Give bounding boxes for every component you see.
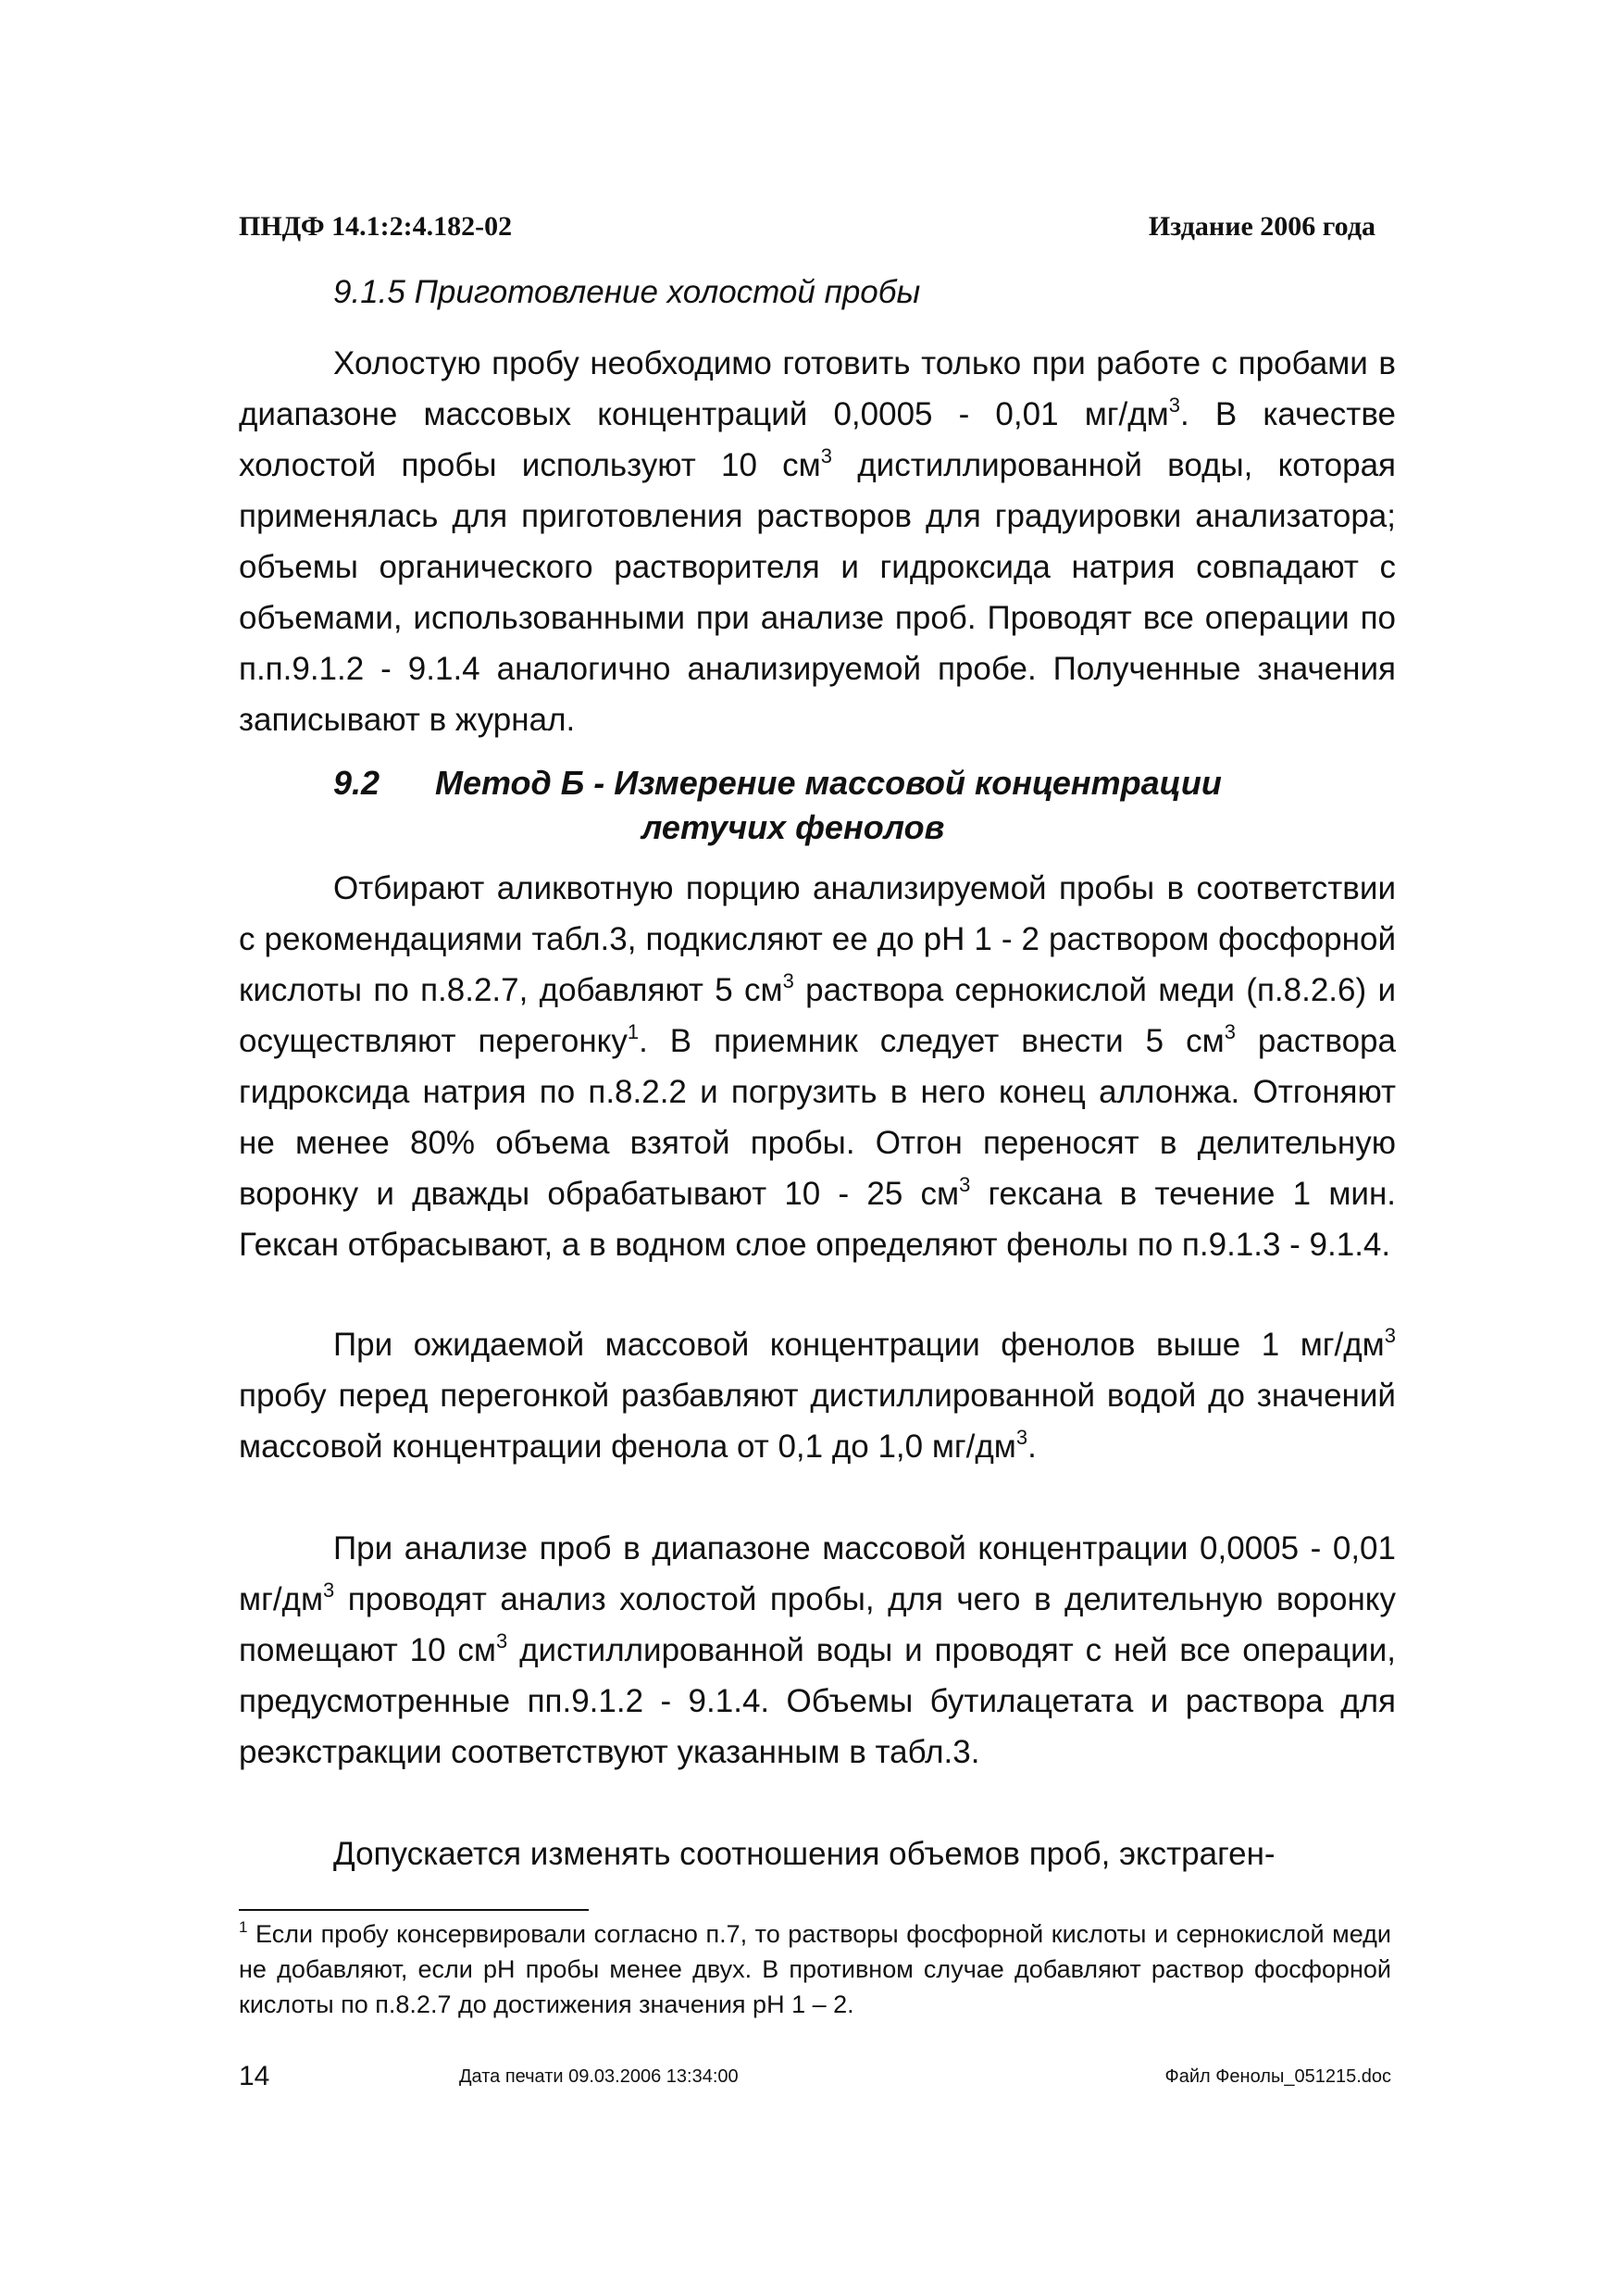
footnote — [239, 1916, 1391, 2022]
paragraph-method-b: Отбирают аликвотную порцию анализируемой пробы в соответствии с рекомендациями табл.3, подкисляют ее до рН 1 - 2 раствором фосфорной кислоты по п.8.2.7, добавляют 5 $см^3$ раствора сернокислой меди (п.8.2.6) и осуществляют перегонку$^1$. В приемник следует внести 5 $см^3$ раствора гидроксида натрия по п.8.2.2 и погрузить в него конец аллонжа. Отгоняют не менее 80% объема взятой пробы. Отгон переносят в делительную воронку и дважды обрабатывают 10 - 25 $см^3$ гексана в течение 1 мин. Гексан отбрасывают, а в водном слое определяют фенолы по п.9.1.3 - 9.1.4. — [239, 870, 1396, 1263]
edition-label: Издание 2006 года — [1148, 211, 1375, 242]
section-title-line2: летучих фенолов — [641, 808, 945, 846]
page-footer — [239, 2061, 1391, 2098]
section-title-line1: Метод Б - Измерение массовой концентрации — [435, 764, 1222, 802]
file-name: Файл Фенолы_051215.doc — [1164, 2066, 1391, 2087]
subsection-title: 9.1.5 Приготовление холостой пробы — [333, 274, 921, 310]
section-number: 9.2 — [333, 764, 380, 802]
footnote-mark: 1 — [239, 1918, 248, 1936]
paragraph-blank-sample: Холостую пробу необходимо готовить только при работе с пробами в диапазоне массовых концентраций 0,0005 - 0,01 $мг/дм^3$. В качестве холостой пробы используют 10 $см^3$ дистиллированной воды, которая применялась для приготовления растворов для градуировки анализатора; объемы органического растворителя и гидроксида натрия совпадают с объемами, использованными при анализе проб. Проводят все операции по п.п.9.1.2 - 9.1.4 аналогично анализируемой пробе. Полученные значения записывают в журнал. — [239, 345, 1396, 738]
paragraph-ratios: Допускается изменять соотношения объемов проб, экстраген- — [333, 1836, 1276, 1872]
document-id: ПНДФ 14.1:2:4.182-02 — [239, 211, 513, 242]
footnote-divider — [239, 1909, 589, 1911]
footnote-text: Если пробу консервировали согласно п.7, то растворы фосфорной кислоты и сернокислой меди не добавляют, если рН пробы менее двух. В противном случае добавляют раствор фосфорной кислоты по п.8.2.7 до достижения значения рН 1 – 2. — [239, 1920, 1391, 2018]
page-number: 14 — [239, 2061, 270, 2091]
paragraph-dilution: При ожидаемой массовой концентрации фенолов выше 1 $мг/дм^3$ пробу перед перегонкой разбавляют дистиллированной водой до значений массовой концентрации фенола от 0,1 до 1,0 $мг/дм^3$. — [239, 1324, 1396, 1465]
page-header — [239, 211, 1375, 252]
print-date: Дата печати 09.03.2006 13:34:00 — [459, 2066, 739, 2087]
paragraph-low-range: При анализе проб в диапазоне массовой концентрации 0,0005 - 0,01 $мг/дм^3$ проводят анализ холостой пробы, для чего в делительную воронку помещают 10 $см^3$ дистиллированной воды и проводят с ней все операции, предусмотренные пп.9.1.2 - 9.1.4. Объемы бутилацетата и раствора для реэкстракции соответствуют указанным в табл.3. — [239, 1530, 1396, 1770]
footnote-reference: 1 — [627, 1020, 640, 1043]
